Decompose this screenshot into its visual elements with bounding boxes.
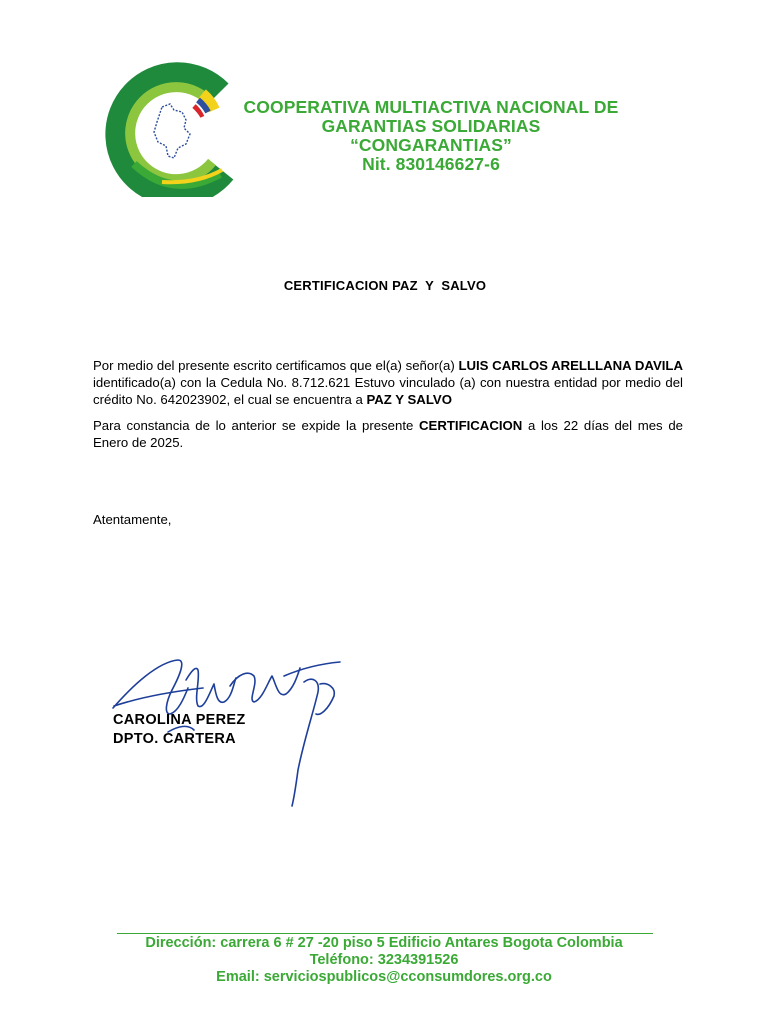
status-paz-y-salvo: PAZ Y SALVO [366, 392, 452, 407]
holder-name: LUIS CARLOS ARELLLANA DAVILA [458, 358, 683, 373]
org-nit: Nit. 830146627-6 [362, 154, 500, 174]
document-title: CERTIFICACION PAZ Y SALVO [283, 278, 487, 293]
congarantias-logo [102, 62, 237, 197]
certificacion-bold: CERTIFICACION [419, 418, 523, 433]
footer-contact [0, 935, 768, 986]
p2-text-b: a los 22 días del mes de Enero de 2025. [93, 418, 683, 450]
issuance-paragraph [93, 417, 683, 451]
org-acronym: “CONGARANTIAS” [350, 135, 512, 155]
closing-salutation: Atentamente, [93, 512, 172, 527]
certification-paragraph [93, 357, 683, 408]
organization-header [236, 98, 626, 174]
p1-text-b: identificado(a) con la Cedula No. 8.712.621 Estuvo vinculado (a) con nuestra entidad por medio del crédito No. 642023902, el cual se encuentra a [93, 375, 683, 407]
signer-block [113, 711, 246, 749]
signer-department: DPTO. CARTERA [113, 731, 236, 747]
signer-name: CAROLINA PEREZ [113, 712, 246, 728]
p1-text-a: Por medio del presente escrito certificamos que el(a) señor(a) [93, 358, 459, 373]
org-name-line2: GARANTIAS SOLIDARIAS [321, 116, 541, 136]
footer-address: Dirección: carrera 6 # 27 -20 piso 5 Edificio Antares Bogota Colombia [145, 935, 623, 951]
org-name-line1: COOPERATIVA MULTIACTIVA NACIONAL DE [243, 97, 619, 117]
footer-phone: Teléfono: 3234391526 [309, 952, 459, 968]
footer-email: Email: serviciospublicos@cconsumdores.org.co [216, 969, 552, 985]
footer-divider [117, 933, 653, 934]
p2-text-a: Para constancia de lo anterior se expide la presente [93, 418, 419, 433]
